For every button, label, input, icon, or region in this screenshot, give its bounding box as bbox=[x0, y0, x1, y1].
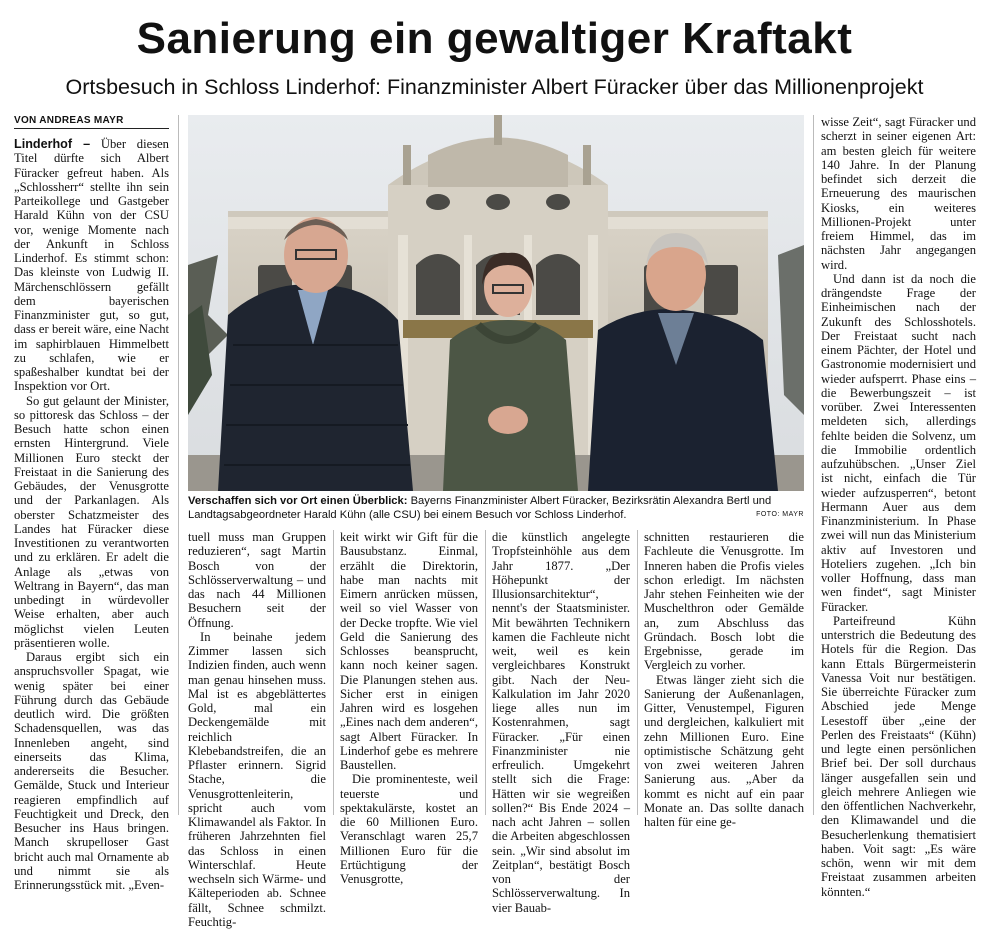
article-column-4 bbox=[492, 530, 630, 915]
caption-text: Bayerns Finanzminister Albert Füracker, Bezirksrätin Alexandra Bertl und Landtagsabgeordneter Harald Kühn (alle CSU) bei einem Besuch vor Schloss Linderhof. bbox=[188, 495, 772, 521]
article-column-5 bbox=[644, 530, 804, 829]
column-rule bbox=[637, 530, 638, 815]
photo-credit: FOTO: MAYR bbox=[756, 511, 804, 518]
paragraph: Die prominenteste, weil teuerste und spektakulärste, kostet an die 60 Millionen Euro. Veranschlagt waren 25,7 Millionen Euro für die Ertüchtigung der Venusgrotte, bbox=[340, 772, 478, 886]
paragraph: Parteifreund Kühn unterstrich die Bedeutung des Hotels für die Region. Das kann Ettals Bürgermeisterin Vanessa Voit nur bestätigen. Sie überreichte Füracker zum Abschied jede Menge Lesestoff über „eine der Perlen des Freistaats“ (Kühn) und legte einen persönlichen Brief bei. Der soll durchaus länger ausgefallen sein und gleich mehrere Anliegen wie den öffentlichen Nachverkehr, den Klimawandel und die Besucherlenkung thematisiert haben. Voit sagt: „Es wäre schön, wenn wir mit dem Freistaat zusammen arbeiten könnten.“ bbox=[821, 613, 976, 899]
paragraph: Daraus ergibt sich ein anspruchsvoller Spagat, wie wenig später bei einer Führung durch das Gebäude deutlich wird. Die größten Schadensquellen, was das Innenleben angeht, sind einerseits das Klima, andererseits die Besucher. Gemälde, Stuck und Interieur reagieren empfindlich auf Feuchtigkeit und Dreck, den Besucher ins Haus bringen. Manch skrupelloser Gast bricht auch mal Ornamente ab und nimmt sie als Erinnerungsstück mit. „Even- bbox=[14, 650, 169, 892]
paragraph: Über diesen Titel dürfte sich Albert Füracker gefreut haben. Als „Schlossherr“ stellte ihn sein Parteikollege und Gastgeber Harald Kühn von der CSU vor, wenige Momente nach der Ankunft in Schloss Linderhof. Es stimmt schon: Das kleinste von Ludwig II. Märchenschlössern gefällt dem bayerischen Finanzminister gut, so gut, dass er bereit wäre, eine Nacht im saphirblauen Himmelbett zu schlafen, wie er spaßeshalber kundtat bei der Inspektion vor Ort. bbox=[14, 137, 169, 394]
column-rule bbox=[485, 530, 486, 815]
paragraph: die künstlich angelegte Tropfsteinhöhle aus dem Jahr 1877. „Der Höhepunkt der Illusionsarchitektur“, nennt's der Staatsminister. Mit bewährten Technikern kamen die Fachleute nicht weit, weil es kein vergleichbares Konstrukt gibt. Nach der Neu-Kalkulation im Jahr 2020 liege alles nun im Kostenrahmen, sagt Füracker. „Für einen Finanzminister nie erfreulich. Umgekehrt stellt sich die Frage: Hätten wir sie wegreißen sollen?“ Bis Ende 2024 – nach acht Jahren – sollen die Arbeiten abgeschlossen sein. „Wir sind absolut im Zeitplan“, bestätigt Bosch von der Schlösserverwaltung. In vier Bauab- bbox=[492, 530, 630, 915]
paragraph: Und dann ist da noch die drängendste Frage der Einheimischen nach der Zukunft des Schlosshotels. Der Freistaat sucht nach einem Pächter, der Hotel und Gastronomie modernisiert und wieder aufsperrt. Phase eins – die Bewerbungszeit – ist vorüber. Zwei Interessenten meldeten sich, allerdings fehlte beiden die Solvenz, um die Immobilie ordentlich aufzuhübschen. „Unser Ziel ist nicht, einfach die Tür wieder aufzusperren“, betont Hermann Auer aus dem Finanzministerium. In Phase zwei will nun das Ministerium aktiv auf Investoren und Hoteliers zugehen. „Ich bin voller Hoffnung, dass man wen findet“, sagt Minister Füracker. bbox=[821, 271, 976, 614]
column-rule bbox=[178, 115, 179, 815]
subheadline: Ortsbesuch in Schloss Linderhof: Finanzminister Albert Füracker über das Millionenprojekt bbox=[65, 75, 924, 99]
dateline: Linderhof – bbox=[14, 137, 91, 151]
column-rule bbox=[813, 115, 814, 815]
paragraph: schnitten restaurieren die Fachleute die Venusgrotte. Im Inneren haben die Profis vieles schon erledigt. Im nächsten Jahr stehen Feinheiten wie der Muschelthron oder Gemälde an, zum Abschluss das Gründach. Bosch lobt die Ergebnisse, gerade im Vergleich zu vorher. bbox=[644, 530, 804, 673]
paragraph: wisse Zeit“, sagt Füracker und scherzt in seiner eigenen Art: am besten gleich für weitere 140 Jahre. In der Planung befindet sich derzeit die Erneuerung des maurischen Kiosks, ein weiteres Millionen-Projekt unter freiem Himmel, das im nächsten Jahr angegangen wird. bbox=[821, 115, 976, 272]
article-column-6 bbox=[821, 115, 976, 899]
article-column-2 bbox=[188, 530, 326, 929]
paragraph: In beinahe jedem Zimmer lassen sich Indizien finden, auch wenn man genau hinsehen muss. Mal ist es abgeblättertes Gold, mal ein Deckengemälde mit reichlich Klebebandstreifen, die an Pflaster erinnern. Sigrid Stache, die Venusgrottenleiterin, spricht auch vom Klimawandel als Faktor. In früheren Jahrzehnten fiel das Schloss in einen Winterschlaf. Heute wechseln sich Wärme- und Kälteperioden ab. Schnee fällt, Schnee schmilzt. Feuchtig- bbox=[188, 629, 326, 929]
article-column-1 bbox=[14, 137, 169, 892]
article-photo bbox=[188, 115, 804, 491]
paragraph: Etwas länger zieht sich die Sanierung der Außenanlagen, Gitter, Venustempel, Figuren und dergleichen, kalkuliert mit zehn Millionen Euro. Eine optimistische Schätzung geht von zwei weiteren Jahren Sanierung aus. „Aber da kommt es nicht auf ein paar Monate an. Das sollte danach halten für eine ge- bbox=[644, 672, 804, 829]
paragraph: keit wirkt wir Gift für die Bausubstanz. Einmal, erzählt die Direktorin, habe man nachts mit Eimern anrücken müssen, weil so viel Wasser von der Decke tropfte. Wie viel Geld die Sanierung des Schlosses beansprucht, kann noch keiner sagen. Die Planungen stehen aus. Sicher erst in einigen Jahren wird es losgehen „Eines nach dem anderen“, sagt Albert Füracker. In Linderhof gebe es mehrere Baustellen. bbox=[340, 530, 478, 772]
photo-caption bbox=[188, 494, 804, 522]
headline: Sanierung ein gewaltiger Kraftakt bbox=[136, 14, 853, 63]
caption-lead: Verschaffen sich vor Ort einen Überblick: bbox=[188, 495, 408, 507]
article-column-3 bbox=[340, 530, 478, 886]
paragraph: So gut gelaunt der Minister, so pittoresk das Schloss – der Besuch hatte schon einen ernsten Hintergrund. Viele Millionen Euro steckt der Freistaat in die Sanierung des Gebäudes, der Venusgrotte und der Parkanlagen. Als oberster Schatzmeister des Landes hat Füracker diese Investitionen zu verantworten und zu erklären. Er adelt die Anlage als „etwas von Weltrang in Bayern“, das man unbedingt in würdevoller Weise erhalten, aber auch möglichst vielen Leuten präsentieren wolle. bbox=[14, 393, 169, 650]
byline: VON ANDREAS MAYR bbox=[14, 115, 169, 129]
column-rule bbox=[333, 530, 334, 815]
paragraph: tuell muss man Gruppen reduzieren“, sagt Martin Bosch von der Schlösserverwaltung – und das nach 44 Millionen Besuchern seit der Öffnung. bbox=[188, 530, 326, 630]
